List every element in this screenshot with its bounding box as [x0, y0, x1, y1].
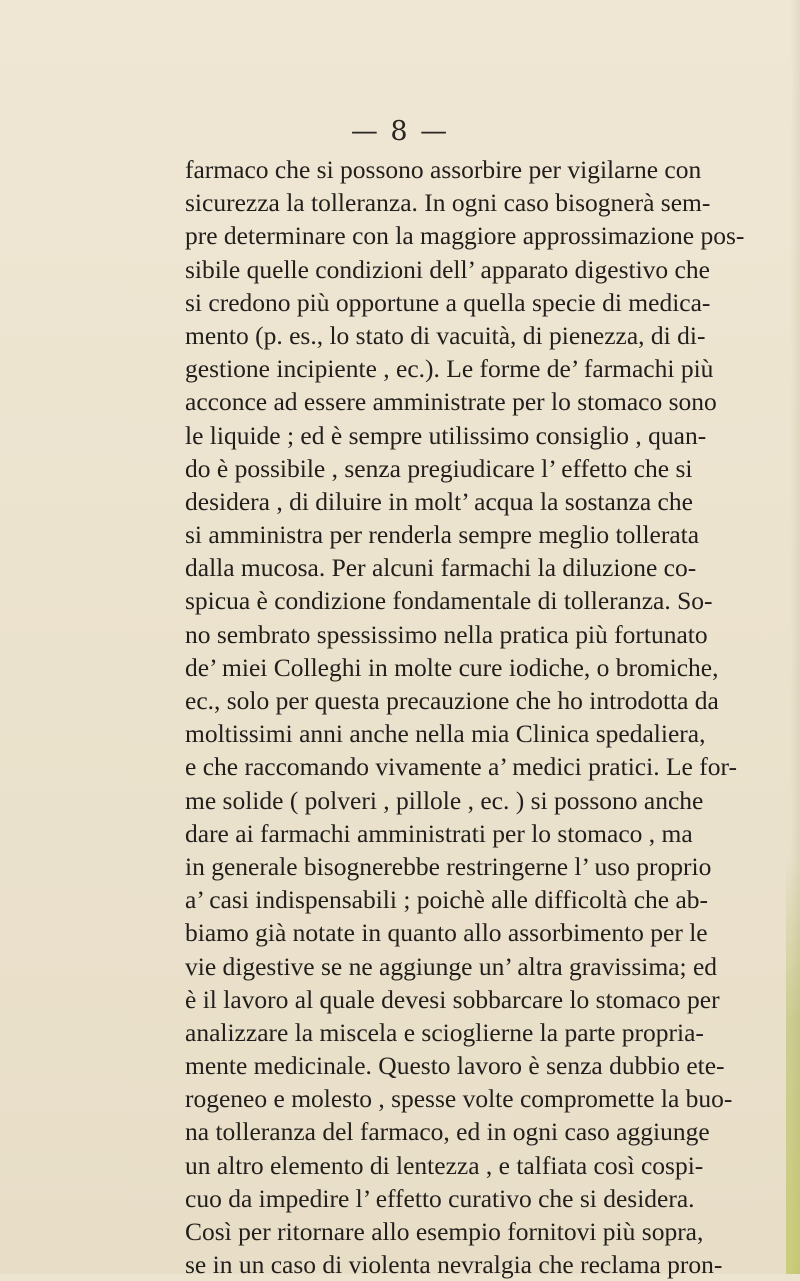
text-line: vie digestive se ne aggiunge un’ altra gravissima; ed: [185, 951, 718, 981]
text-line: Così per ritornare allo esempio fornitovi più sopra,: [185, 1217, 704, 1246]
text-line: è il lavoro al quale devesi sobbarcare lo stomaco per: [185, 984, 720, 1014]
text-line: dalla mucosa. Per alcuni farmachi la diluzione co-: [185, 553, 697, 583]
text-line: un altro elemento di lentezza , e talfiata così cospi-: [185, 1150, 704, 1180]
text-line: biamo già notate in quanto allo assorbimento per le: [185, 918, 708, 948]
page-edge-stain: [786, 854, 800, 1274]
text-line: moltissimi anni anche nella mia Clinica spedaliera,: [185, 719, 706, 749]
text-line: do è possibile , senza pregiudicare l’ effetto che si: [185, 453, 693, 483]
text-line: pre determinare con la maggiore approssimazione pos-: [185, 221, 745, 251]
text-line: de’ miei Colleghi in molte cure iodiche, o bromiche,: [185, 652, 719, 682]
text-line: mento (p. es., lo stato di vacuità, di pienezza, di di-: [185, 320, 706, 350]
text-line: ec., solo per questa precauzione che ho introdotta da: [185, 686, 719, 715]
text-line: dare ai farmachi amministrati per lo stomaco , ma: [185, 818, 693, 848]
text-line: desidera , di diluire in molt’ acqua la sostanza che: [185, 486, 693, 516]
text-line: sicurezza la tolleranza. In ogni caso bisognerà sem-: [185, 188, 711, 218]
text-line: acconce ad essere amministrate per lo stomaco sono: [185, 387, 717, 417]
text-line: a’ casi indispensabili ; poichè alle difficoltà che ab-: [185, 885, 709, 915]
text-line: rogeneo e molesto , spesse volte compromette la buo-: [185, 1084, 733, 1114]
text-line: na tolleranza del farmaco, ed in ogni caso aggiunge: [185, 1117, 710, 1147]
body-text: [185, 153, 745, 1281]
text-line: cuo da impedire l’ effetto curativo che si desidera.: [185, 1183, 695, 1213]
text-line: si amministra per renderla sempre meglio tollerata: [185, 520, 700, 550]
text-line: le liquide ; ed è sempre utilissimo consiglio , quan-: [185, 420, 707, 450]
text-line: analizzare la miscela e scioglierne la parte propria-: [185, 1017, 704, 1047]
text-line: farmaco che si possono assorbire per vigilarne con: [185, 155, 702, 184]
text-line: e che raccomando vivamente a’ medici pratici. Le for-: [185, 752, 737, 782]
text-line: spicua è condizione fondamentale di tolleranza. So-: [185, 586, 713, 616]
page-number: — 8 —: [350, 116, 450, 147]
text-line: in generale bisognerebbe restringerne l’ uso proprio: [185, 851, 712, 881]
text-line: no sembrato spessissimo nella pratica più fortunato: [185, 619, 708, 649]
text-line: me solide ( polveri , pillole , ec. ) si possono anche: [185, 785, 704, 815]
text-line: mente medicinale. Questo lavoro è senza dubbio ete-: [185, 1051, 725, 1081]
text-line: se in un caso di violenta nevralgia che reclama pron-: [185, 1250, 723, 1280]
text-line: sibile quelle condizioni dell’ apparato digestivo che: [185, 254, 710, 284]
text-line: gestione incipiente , ec.). Le forme de’ farmachi più: [185, 354, 714, 384]
text-line: si credono più opportune a quella specie di medica-: [185, 287, 711, 317]
